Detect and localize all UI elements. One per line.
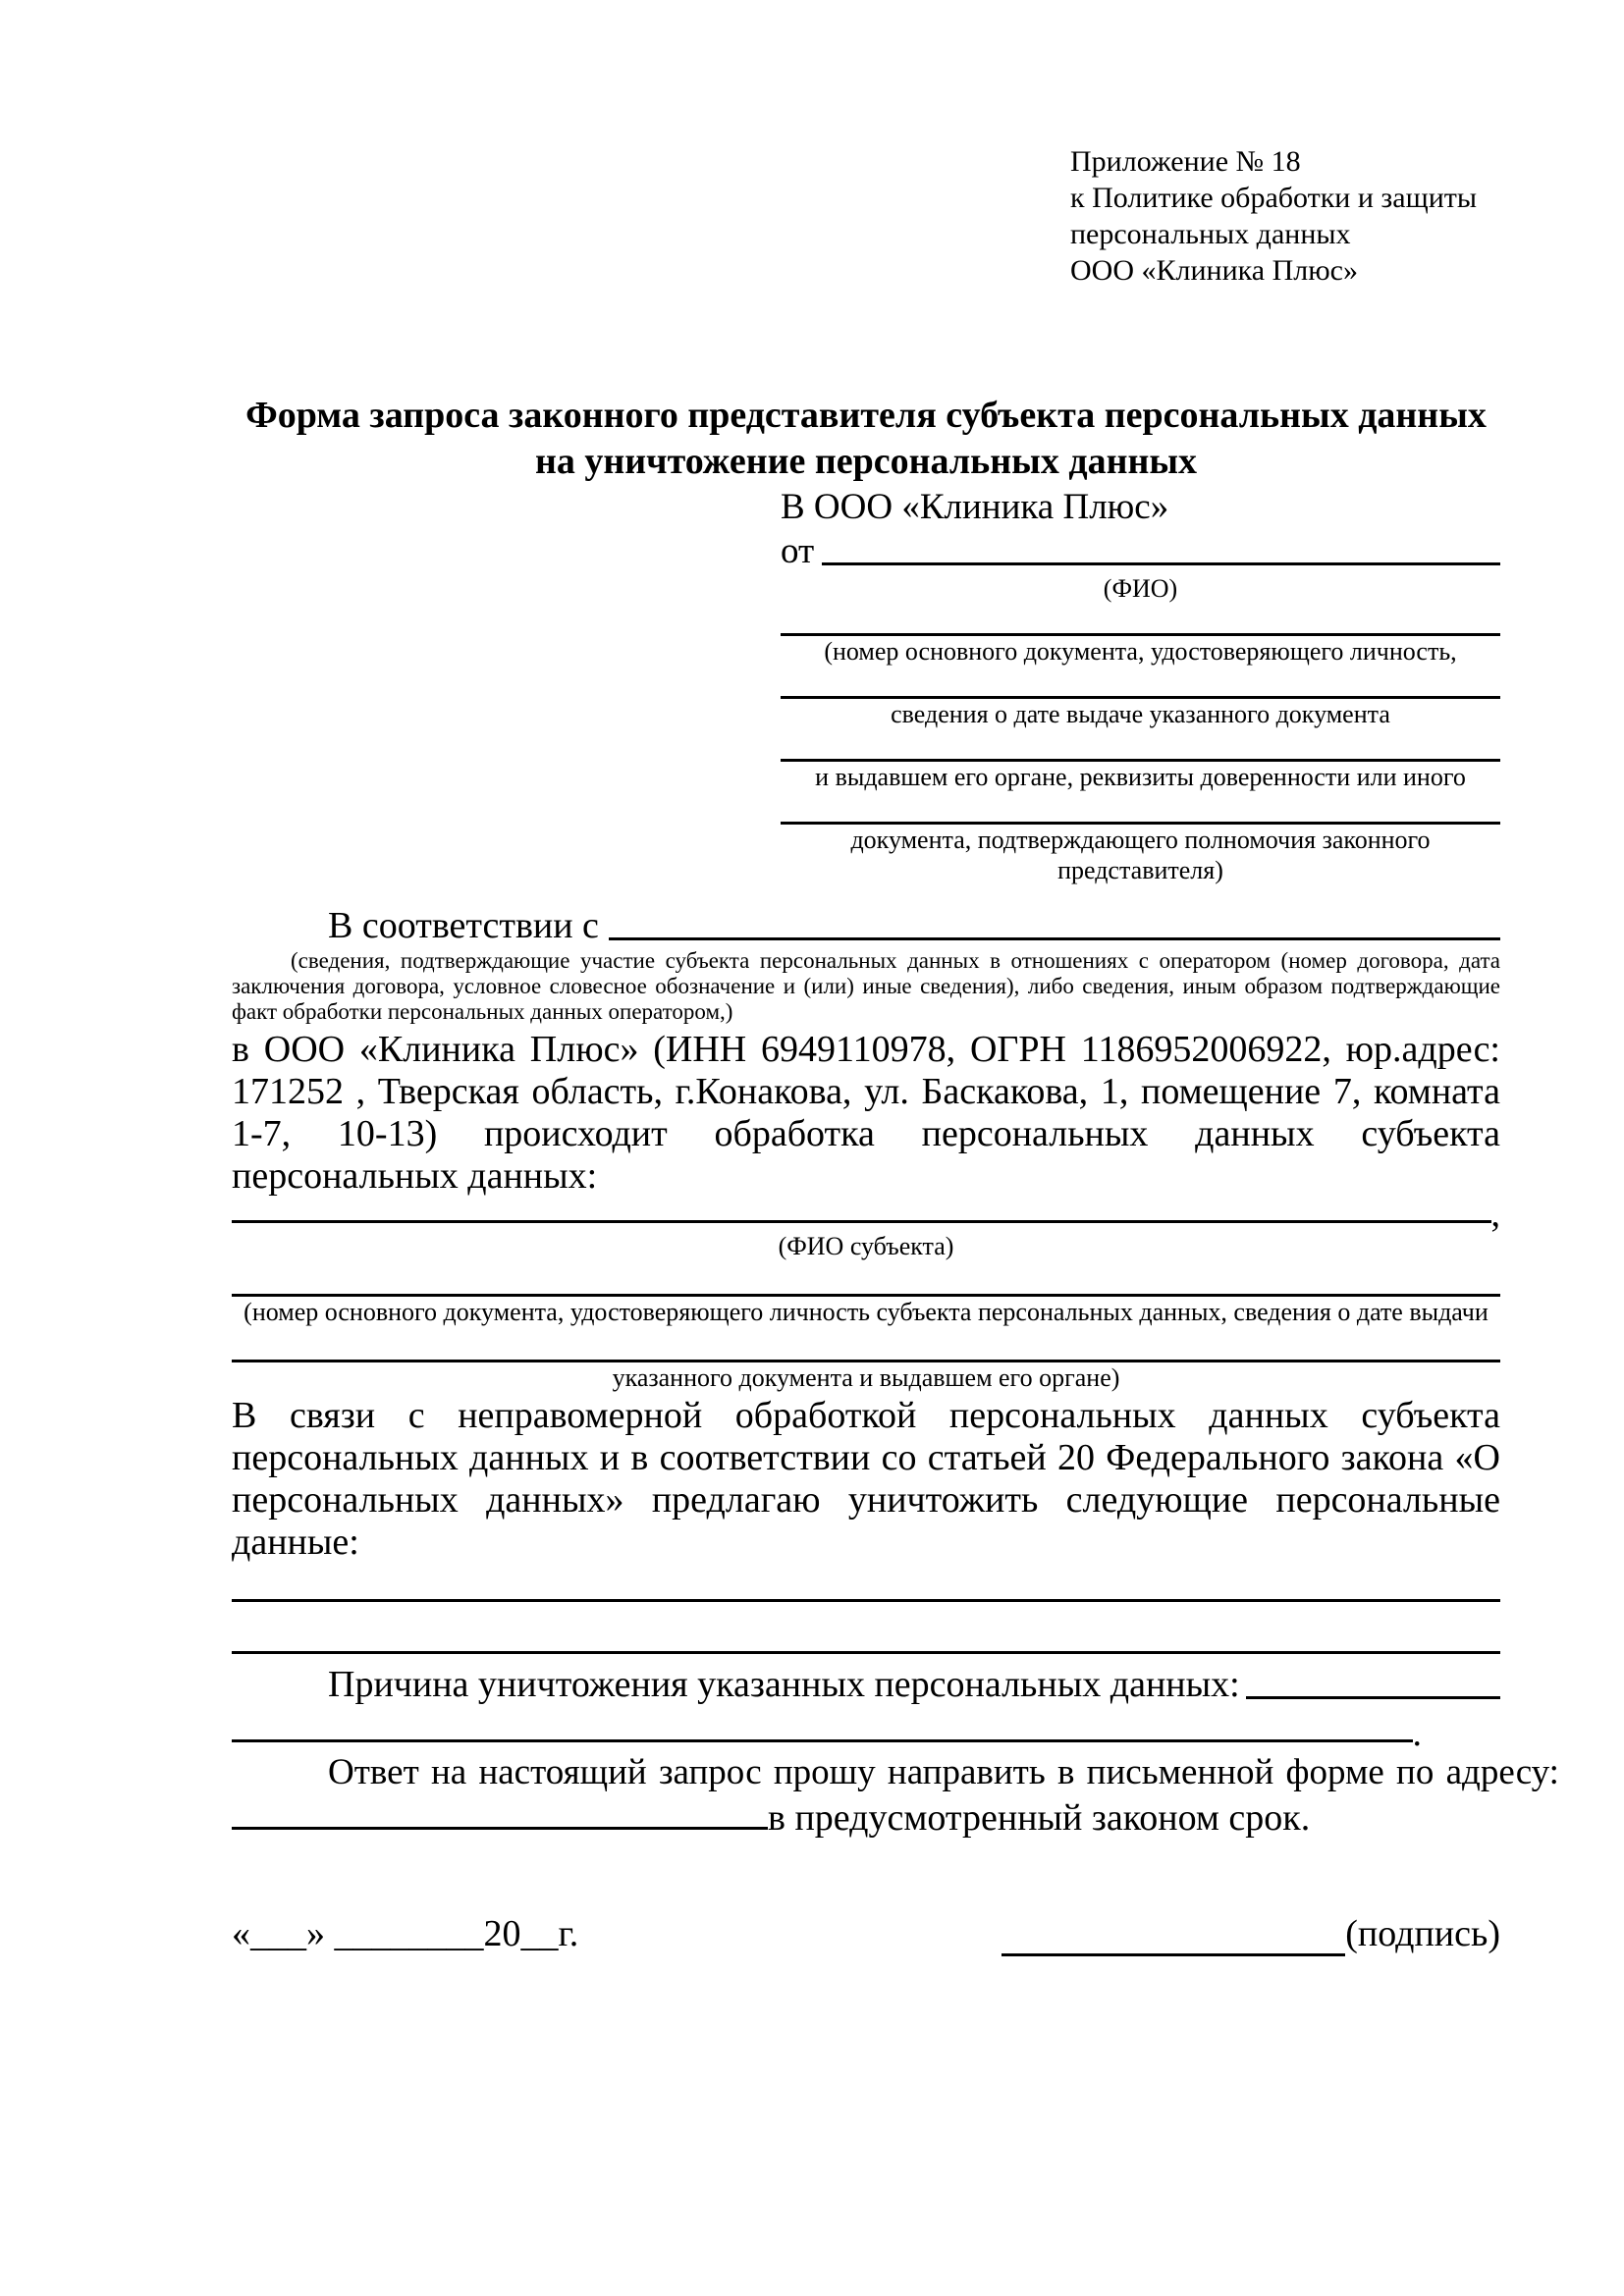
answer-tail-row [232,1795,1500,1841]
addressee-block [781,485,1500,885]
period-mark: . [1412,1713,1422,1754]
answer-tail: в предусмотренный законом срок. [768,1797,1311,1839]
subject-doc-row [232,1337,1500,1362]
form-title [232,393,1500,485]
form-title-line-1: Форма запроса законного представителя субъекта персональных данных [245,395,1487,436]
subject-doc-underline-1[interactable] [232,1271,1500,1297]
from-row [781,529,1500,573]
date-field[interactable]: «___» ________20__г. [232,1913,579,1954]
field-caption: и выдавшем его органе, реквизиты доверенности или иного [815,763,1466,791]
accordance-underline[interactable] [609,903,1500,940]
subject-doc-row [232,1271,1500,1297]
field-caption: сведения о дате выдаче указанного документа [891,700,1390,728]
answer-line: Ответ на настоящий запрос прошу направить в письменной форме по адресу: [328,1752,1559,1792]
address-underline[interactable] [232,1797,768,1830]
reason-label: Причина уничтожения указанных персональных данных: [328,1664,1240,1705]
reason-row [232,1662,1500,1707]
request-paragraph: В связи с неправомерной обработкой персональных данных субъекта персональных данных и в соответствии со статьей 20 Федерального закона «О персональных данных» предлагаю уничтожить следующие персональные данные: [232,1395,1500,1563]
field-caption: документа, подтверждающего полномочия законного представителя) [850,826,1431,884]
organization-line: В ООО «Клиника Плюс» [781,487,1169,527]
issue-date-underline[interactable] [781,672,1500,699]
subject-doc-caption-2: указанного документа и выдавшем его органе) [612,1363,1120,1392]
signature-caption: (подпись) [1345,1913,1500,1954]
form-title-line-2: на уничтожение персональных данных [534,441,1198,482]
fio-caption: (ФИО) [1103,574,1178,603]
from-label: от [781,531,815,571]
signature-group [1001,1911,1500,1956]
subject-fio-caption: (ФИО субъекта) [778,1232,954,1260]
appendix-line: ООО «Клиника Плюс» [1070,254,1358,287]
reason-continuation-underline[interactable] [232,1717,1413,1742]
subject-fio-underline[interactable] [232,1198,1491,1223]
appendix-block [1070,143,1500,289]
reason-underline[interactable] [1246,1662,1500,1699]
reason-continuation-row [232,1713,1422,1754]
appendix-line: Приложение № 18 [1070,145,1301,178]
fio-underline[interactable] [822,529,1500,565]
field-caption: (номер основного документа, удостоверяющего личность, [824,637,1457,666]
accordance-caption: (сведения, подтверждающие участие субъекта персональных данных в отношениях с оператором (номер договора, дата заключения договора, условное словесное обозначение и (или) иные сведения), либо сведения, иным образом подтверждающие факт обработки персональных данных оператором,) [232,948,1500,1024]
data-blank-line-2[interactable] [232,1628,1500,1654]
subject-doc-underline-2[interactable] [232,1337,1500,1362]
appendix-line: к Политике обработки и защиты [1070,182,1478,214]
trailing-comma: , [1490,1194,1500,1235]
accordance-label: В соответствии с [328,905,599,946]
footer [232,1911,1500,1956]
appendix-line: персональных данных [1070,218,1351,250]
subject-doc-caption-1: (номер основного документа, удостоверяющего личность субъекта персональных данных, сведения о дате выдачи [244,1298,1489,1326]
subject-fio-row [232,1194,1500,1235]
operator-paragraph: в ООО «Клиника Плюс» (ИНН 6949110978, ОГРН 1186952006922, юр.адрес: 171252 , Тверская область, г.Конакова, ул. Баскакова, 1, помещение 7, комната 1-7, 10-13) происходит обработка персональных данных субъекта персональных данных: [232,1029,1500,1197]
document-number-underline[interactable] [781,610,1500,636]
accordance-row [232,903,1500,948]
issuing-authority-underline[interactable] [781,735,1500,762]
data-blank-line-1[interactable] [232,1575,1500,1602]
signature-underline[interactable] [1001,1924,1345,1956]
authority-document-underline[interactable] [781,798,1500,825]
